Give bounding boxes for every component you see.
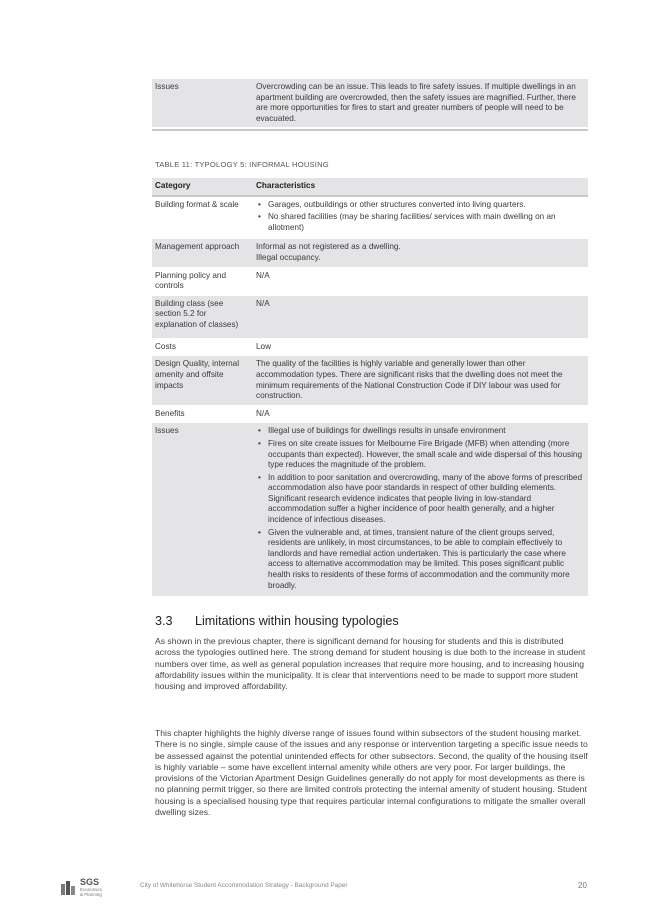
table-row — [152, 239, 588, 267]
table-row — [152, 196, 588, 239]
row-line: Illegal occupancy. — [256, 252, 321, 262]
body-paragraph: As shown in the previous chapter, there is significant demand for housing for students and this is distributed across the typologies outlined here. The strong demand for student housing is due both to the increase in student numbers over time, as well as general population increases that require more housing, and to increasing housing affordability issues within the municipality. It is clear that interventions need to be made to support more student housing and improved affordability. — [155, 636, 586, 692]
row-line: Informal as not registered as a dwelling. — [256, 242, 401, 252]
table-row — [152, 267, 588, 295]
row-text: Overcrowding can be an issue. This leads to fire safety issues. If multiple dwellings in an apartment building are overcrowded, then the safety issues are magnified. Further, there are more opportunities for fires to start and greater numbers of people will need to be evacuated. — [253, 79, 588, 128]
table-row — [152, 295, 588, 338]
header-category: Category — [152, 178, 253, 196]
body-paragraph: This chapter highlights the highly diverse range of issues found within subsectors of the student housing market. There is no single, simple cause of the issues and any response or intervention targeting a specific issue needs to be assessed against the potential unintended effects for other subsectors. Second, the quality of the housing itself is highly variable – some have excellent internal amenity while others are very poor. For larger buildings, the provisions of the Victorian Apartment Design Guidelines generally do not apply for most developments as there is no planning permit trigger, so there are limited controls protecting the internal amenity of student housing. Student housing is a specialised housing type that requires particular internal configurations to mitigate the smaller overall dwelling sizes. — [155, 728, 588, 818]
row-category: Management approach — [152, 239, 253, 267]
table-row — [152, 356, 588, 405]
logo-sub: Economics — [80, 887, 103, 892]
list-item: • Fires on site create issues for Melbourne Fire Brigade (MFB) when attending (more occupants than expected). However, the small scale and wide dispersal of this housing type reduces the magnitude of the problem. — [268, 439, 585, 471]
table-divider — [152, 129, 588, 131]
row-text: N/A — [253, 405, 588, 423]
row-text: The quality of the facilities is highly variable and generally lower than other accommodation types. There are significant risks that the dwelling does not meet the minimum requirements of the National Construction Code if DIY labour was used for construction. — [253, 356, 588, 405]
header-characteristics: Characteristics — [253, 178, 588, 196]
table-header-row — [152, 178, 588, 196]
row-text: N/A — [253, 295, 588, 338]
row-category: Design Quality, internal amenity and offsite impacts — [152, 356, 253, 405]
logo-word: SGS — [80, 877, 100, 887]
list-item: • In addition to poor sanitation and overcrowding, many of the above forms of prescribed accommodation also have poor standards in respect of other building elements. Significant research evidence indicates that people living in low-standard accommodation suffer a higher incidence of poor health generally, and a higher incidence of infectious diseases. — [268, 473, 585, 526]
row-category: Benefits — [152, 405, 253, 423]
table-row — [152, 79, 588, 128]
building-icon — [60, 880, 78, 896]
sgs-logo — [60, 878, 102, 897]
row-content — [253, 196, 588, 239]
row-category: Issues — [152, 423, 253, 597]
row-category: Building format & scale — [152, 196, 253, 239]
page-number: 20 — [578, 881, 587, 890]
logo-sub: & Planning — [80, 892, 102, 897]
table-row — [152, 338, 588, 356]
list-item: • Garages, outbuildings or other structures converted into living quarters. — [268, 200, 585, 211]
row-content — [253, 239, 588, 267]
list-item: • Illegal use of buildings for dwellings results in unsafe environment — [268, 426, 585, 437]
section-title: Limitations within housing typologies — [195, 614, 399, 628]
bullet-list — [256, 200, 585, 234]
list-item: • Given the vulnerable and, at times, transient nature of the client groups served, residents are unlikely, in most circumstances, to be able to complain effectively to landlords and have remedial action undertaken. This is particularly the case where access to alternative accommodation may be limited. This poses significant public health risks to residents of these forms of accommodation and the community more broadly. — [268, 528, 585, 592]
row-category: Costs — [152, 338, 253, 356]
row-text: N/A — [253, 267, 588, 295]
section-heading — [155, 614, 399, 628]
section-number: 3.3 — [155, 614, 173, 628]
row-content — [253, 423, 588, 597]
row-category: Planning policy and controls — [152, 267, 253, 295]
logo-text-group — [80, 878, 102, 897]
row-category: Building class (see section 5.2 for explanation of classes) — [152, 295, 253, 338]
typology-table — [152, 178, 588, 597]
prev-table — [152, 78, 588, 128]
bullet-list — [256, 426, 585, 591]
table-caption: TABLE 11: TYPOLOGY 5: INFORMAL HOUSING — [155, 160, 329, 169]
list-item: • No shared facilities (may be sharing facilities/ services with main dwelling on an allotment) — [268, 212, 585, 233]
table-row — [152, 423, 588, 597]
footer-title: City of Whitehorse Student Accommodation Strategy - Background Paper — [140, 882, 348, 889]
row-text: Low — [253, 338, 588, 356]
row-category: Issues — [152, 79, 253, 128]
table-row — [152, 405, 588, 423]
